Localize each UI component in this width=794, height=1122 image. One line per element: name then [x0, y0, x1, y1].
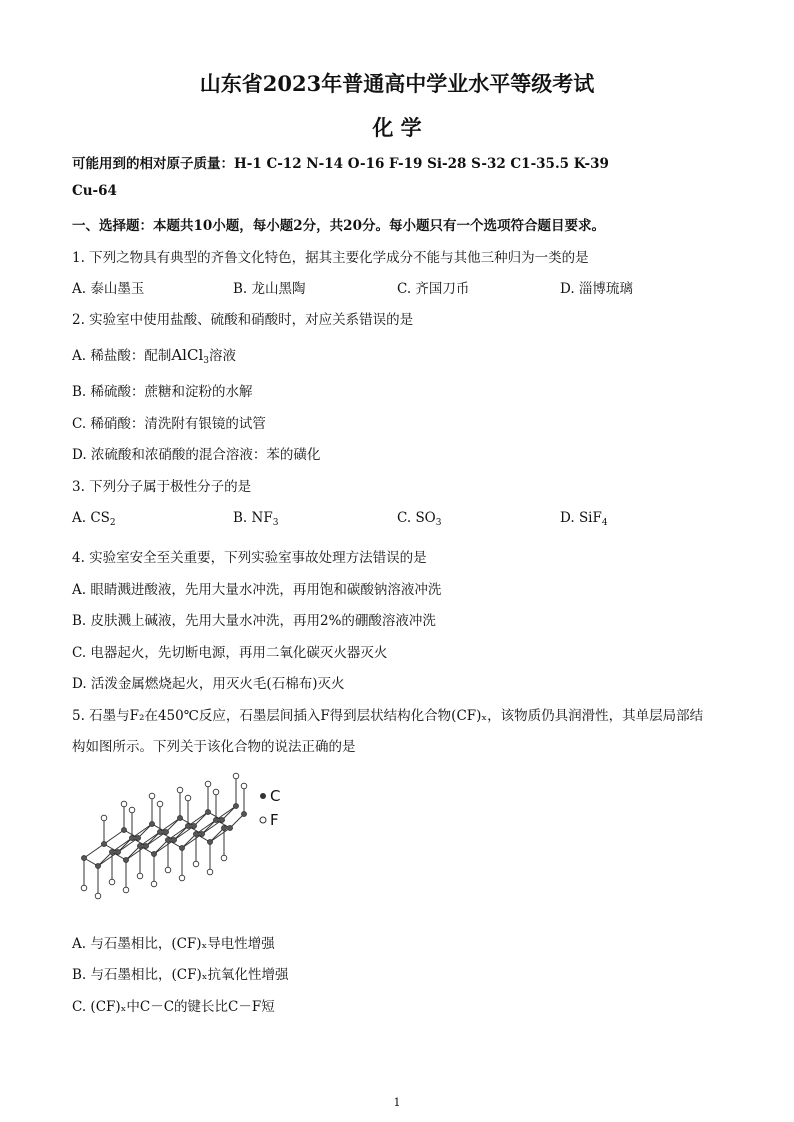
q5-option-b: B. 与石墨相比，(CF)ₓ抗氧化性增强	[72, 967, 289, 983]
q5-option-c: C. (CF)ₓ中C－C的键长比C－F短	[72, 999, 275, 1015]
q3-option-a	[72, 510, 116, 528]
q1-stem: 1. 下列之物具有典型的齐鲁文化特色，据其主要化学成分不能与其他三种归为一类的是	[72, 250, 589, 266]
q4-option-d: D. 活泼金属燃烧起火，用灭火毛(石棉布)灭火	[72, 676, 345, 692]
q3-option-b-sub: 3	[272, 518, 279, 528]
q1-option-d: D. 淄博琉璃	[560, 281, 633, 297]
q1-option-a: A. 泰山墨玉	[72, 281, 145, 297]
q2-option-a-sub: 3	[203, 356, 209, 366]
legend-f-label: F	[270, 811, 279, 829]
q3-option-d-sub: 4	[601, 518, 608, 528]
page-number: 1	[393, 1096, 401, 1109]
atomic-masses-line1: 可能用到的相对原子质量：H-1 C-12 N-14 O-16 F-19 Si-28 S-32 C1-35.5 K-39	[72, 156, 609, 172]
section1-heading: 一、选择题：本题共10小题，每小题2分，共20分。每小题只有一个选项符合题目要求。	[72, 218, 605, 234]
exam-title: 山东省2023年普通高中学业水平等级考试	[199, 71, 595, 96]
legend-f-dot	[258, 815, 268, 825]
q5-stem-line1: 5. 石墨与F₂在450℃反应，石墨层间插入F得到层状结构化合物(CF)ₓ，该物质仍具润滑性，其单层局部结	[72, 708, 704, 724]
q2-option-a-prefix: A. 稀盐酸：配制	[72, 348, 172, 364]
q1-option-b: B. 龙山黑陶	[233, 281, 306, 297]
q3-option-a-sub: 2	[109, 518, 116, 528]
q4-option-b: B. 皮肤溅上碱液，先用大量水冲洗，再用2%的硼酸溶液冲洗	[72, 613, 436, 629]
q5-stem-line2: 构如图所示。下列关于该化合物的说法正确的是	[72, 739, 356, 755]
q3-option-b-formula: NF	[251, 510, 273, 526]
q4-option-c: C. 电器起火，先切断电源，再用二氧化碳灭火器灭火	[72, 645, 388, 661]
atomic-masses-line2: Cu-64	[72, 183, 117, 199]
q3-option-c-label: C.	[397, 510, 412, 526]
q2-stem: 2. 实验室中使用盐酸、硫酸和硝酸时，对应关系错误的是	[72, 312, 414, 328]
q3-stem: 3. 下列分子属于极性分子的是	[72, 479, 252, 495]
q2-option-b: B. 稀硫酸：蔗糖和淀粉的水解	[72, 384, 253, 400]
q3-option-a-label: A.	[72, 510, 87, 526]
q3-option-d-formula: SiF	[578, 510, 602, 526]
q1-option-c: C. 齐国刀币	[397, 281, 470, 297]
subject-title: 化 学	[372, 115, 422, 140]
q3-option-b-label: B.	[233, 510, 248, 526]
legend-c-dot	[258, 791, 268, 801]
q3-option-c-formula: SO	[415, 510, 436, 526]
legend-c-label: C	[270, 787, 281, 805]
q4-stem: 4. 实验室安全至关重要，下列实验室事故处理方法错误的是	[72, 550, 427, 566]
q2-option-d: D. 浓硫酸和浓硝酸的混合溶液：苯的磺化	[72, 447, 321, 463]
q3-option-c-sub: 3	[435, 518, 442, 528]
q3-option-d	[560, 510, 608, 528]
q3-option-b	[233, 510, 278, 528]
q5-option-a: A. 与石墨相比，(CF)ₓ导电性增强	[72, 936, 275, 952]
q2-option-a	[72, 344, 236, 366]
q3-option-a-formula: CS	[90, 510, 110, 526]
q2-option-a-suffix: 溶液	[208, 348, 236, 364]
q2-option-c: C. 稀硝酸：清洗附有银镜的试管	[72, 416, 266, 432]
q3-option-d-label: D.	[560, 510, 575, 526]
q3-option-c	[397, 510, 442, 528]
q4-option-a: A. 眼睛溅进酸液，先用大量水冲洗，再用饱和碳酸钠溶液冲洗	[72, 582, 442, 598]
q2-option-a-formula: AlCl	[171, 346, 204, 364]
